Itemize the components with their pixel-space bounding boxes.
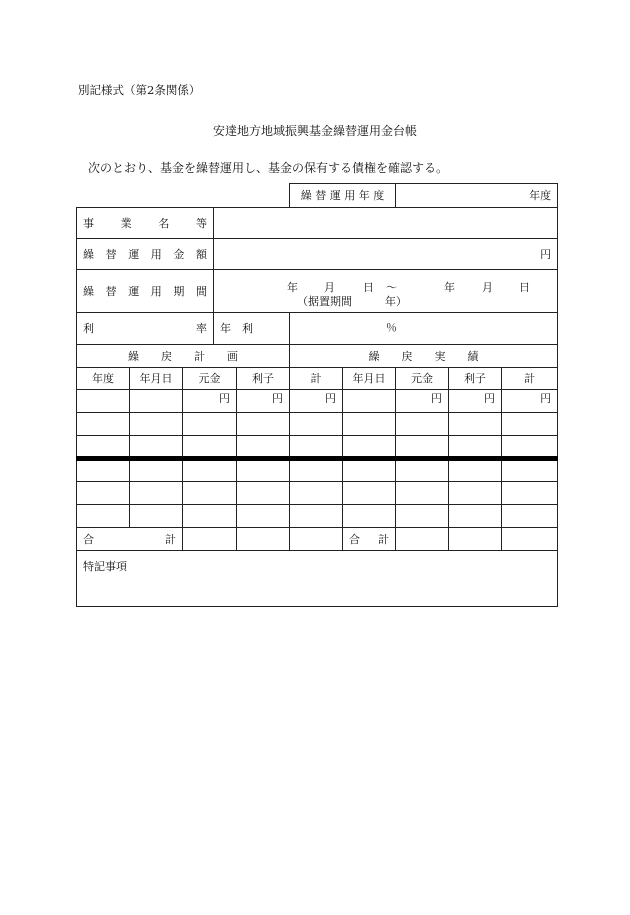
col-plan-date: 年月日 [130, 368, 183, 390]
business-name-value[interactable] [214, 208, 558, 239]
col-actual-interest: 利子 [449, 368, 502, 390]
table-row [77, 413, 558, 436]
table-row [77, 436, 558, 459]
plan-total-sum[interactable] [290, 528, 343, 551]
repayment-actual-header: 繰 戻 実 績 [290, 345, 558, 368]
col-actual-total: 計 [502, 368, 558, 390]
special-notes-label: 特記事項 [83, 560, 127, 573]
actual-total-label: 合 計 [343, 528, 396, 551]
grace-period: （据置期間 年） [297, 295, 407, 308]
fiscal-year-label: 繰 替 運 用 年 度 [290, 184, 396, 208]
plan-total-label: 合 計 [77, 528, 183, 551]
table-row: 円 円 円 円 円 円 [77, 390, 558, 413]
period-label: 繰 替 運 用 期 間 [77, 270, 214, 313]
business-name-label: 事 業 名 等 [77, 208, 214, 239]
amount-value[interactable]: 円 [214, 239, 558, 270]
actual-total-principal[interactable] [396, 528, 449, 551]
form-label: 別記様式（第2条関係） [78, 83, 201, 97]
rate-label: 利 率 [77, 313, 214, 345]
col-actual-date: 年月日 [343, 368, 396, 390]
document-title: 安達地方地域振興基金繰替運用金台帳 [212, 124, 417, 138]
col-plan-interest: 利子 [237, 368, 290, 390]
col-plan-principal: 元金 [183, 368, 237, 390]
col-fiscal-year: 年度 [77, 368, 130, 390]
ledger-table [76, 183, 558, 607]
intro-text: 次のとおり、基金を繰替運用し、基金の保有する債権を確認する。 [88, 161, 449, 175]
rate-value[interactable]: ％ [290, 313, 558, 345]
table-row [77, 482, 558, 505]
actual-total-interest[interactable] [449, 528, 502, 551]
period-value[interactable]: 年 月 日 ～ 年 月 日 （据置期間 年） [214, 270, 558, 313]
annual-rate-label: 年 利 [214, 313, 290, 345]
repayment-plan-header: 繰 戻 計 画 [77, 345, 290, 368]
amount-label: 繰 替 運 用 金 額 [77, 239, 214, 270]
actual-total-sum[interactable] [502, 528, 558, 551]
table-row [77, 505, 558, 528]
col-plan-total: 計 [290, 368, 343, 390]
fiscal-year-value: 年度 [396, 184, 558, 208]
plan-total-interest[interactable] [237, 528, 290, 551]
col-actual-principal: 元金 [396, 368, 449, 390]
plan-total-principal[interactable] [183, 528, 237, 551]
special-notes[interactable] [77, 551, 558, 607]
table-row [77, 459, 558, 482]
